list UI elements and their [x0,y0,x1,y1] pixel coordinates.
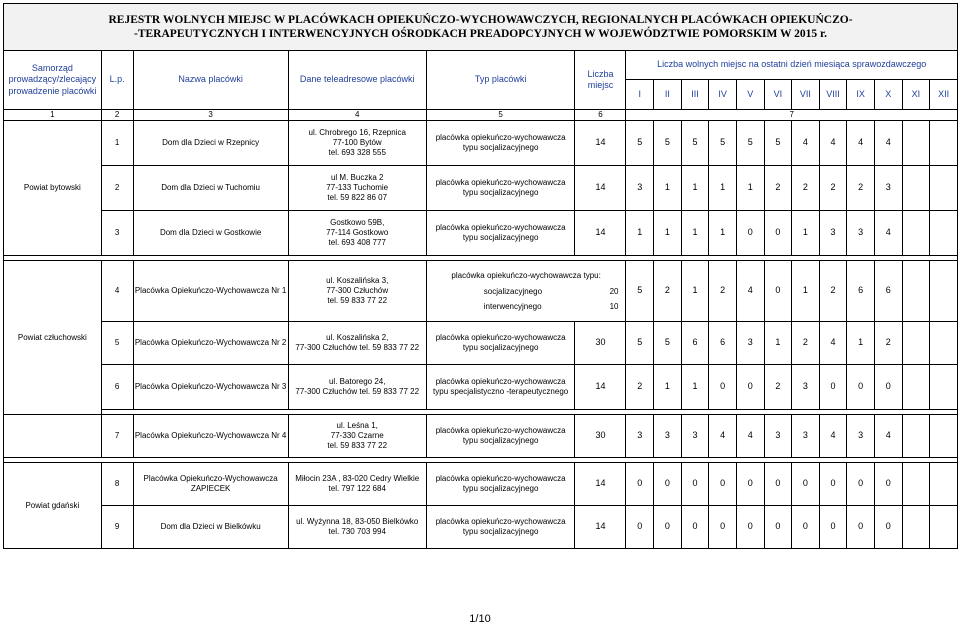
month-header: II [654,80,682,110]
col-number: 7 [626,110,958,121]
month-value: 0 [736,365,764,410]
address-line: ul. Batorego 24, [328,377,386,386]
name-cell: Dom dla Dzieci w Bielkówku [133,506,288,549]
group-empty [4,415,102,458]
month-value-empty [930,166,958,211]
month-value: 5 [626,261,654,322]
type-cell: placówka opiekuńczo-wychowawcza typu socjalizacyjnego [426,166,575,211]
type-cell: placówka opiekuńczo-wychowawcza typu socjalizacyjnego [426,506,575,549]
month-value: 1 [654,365,682,410]
month-value: 3 [874,166,902,211]
month-value: 6 [874,261,902,322]
month-value: 2 [874,322,902,365]
lp-cell: 3 [101,211,133,256]
month-value: 0 [764,463,792,506]
month-value: 0 [819,365,847,410]
month-value: 0 [736,463,764,506]
header-liczba: Liczba miejsc [575,51,626,110]
month-value: 4 [819,322,847,365]
month-value: 0 [626,506,654,549]
col-number: 3 [133,110,288,121]
month-value-empty [930,261,958,322]
type-cell: placówka opiekuńczo-wychowawcza typu socjalizacyjnego [426,121,575,166]
places-cell: 14 [575,463,626,506]
month-value: 2 [847,166,875,211]
month-value-empty [902,166,930,211]
address-line: Miłocin 23A , 83-020 Cedry Wielkie [295,474,420,483]
month-value: 6 [847,261,875,322]
address-line: tel. 693 408 777 [328,238,386,247]
name-cell: Placówka Opiekuńczo-Wychowawcza Nr 1 [133,261,288,322]
month-value-empty [930,463,958,506]
month-value: 5 [626,322,654,365]
month-value: 4 [709,415,737,458]
header-typ: Typ placówki [426,51,575,110]
col-number: 1 [4,110,102,121]
address-line: tel. 797 122 684 [328,484,386,493]
address-line: 77-300 Człuchów [326,286,389,295]
month-value: 1 [792,211,820,256]
address-line: tel. 59 833 77 22 [327,441,388,450]
name-cell: Dom dla Dzieci w Rzepnicy [133,121,288,166]
month-value: 1 [654,166,682,211]
register-table [3,3,958,549]
month-value: 0 [874,365,902,410]
month-value-empty [930,322,958,365]
lp-cell: 1 [101,121,133,166]
month-value: 3 [847,415,875,458]
address-cell [288,121,426,166]
month-header: VIII [819,80,847,110]
type-line [428,302,625,312]
month-value: 0 [874,463,902,506]
name-cell: Placówka Opiekuńczo-Wychowawcza Nr 3 [133,365,288,410]
type-multi-cell [426,261,626,322]
month-value-empty [930,365,958,410]
month-value: 6 [681,322,709,365]
type-a-label: socjalizacyjnego [483,286,543,296]
type-head: placówka opiekuńczo-wychowawcza typu: [451,270,601,280]
month-value-empty [930,211,958,256]
table-row [4,261,958,322]
month-header: I [626,80,654,110]
month-value: 3 [736,322,764,365]
month-value: 0 [709,506,737,549]
address-line: 77-133 Tuchomie [326,183,389,192]
month-value: 1 [709,166,737,211]
month-header: IX [847,80,875,110]
month-value: 1 [792,261,820,322]
month-value: 5 [654,322,682,365]
address-line: tel. 59 833 77 22 [327,296,388,305]
table-row [4,463,958,506]
month-value: 0 [709,365,737,410]
header-lp: L.p. [101,51,133,110]
month-value-empty [902,322,930,365]
group-gdanski: Powiat gdański [4,463,102,549]
address-line: Gostkowo 59B, [330,218,385,227]
type-line [428,287,625,297]
address-cell [288,261,426,322]
month-value-empty [930,506,958,549]
month-value: 0 [792,506,820,549]
group-bytowski: Powiat bytowski [4,121,102,256]
type-b-count: 10 [609,301,619,311]
address-cell [288,506,426,549]
address-cell [288,322,426,365]
month-header: V [736,80,764,110]
month-value-empty [902,261,930,322]
table-row [4,365,958,410]
lp-cell: 2 [101,166,133,211]
month-value: 4 [736,415,764,458]
header-dane: Dane teleadresowe placówki [288,51,426,110]
table-row [4,322,958,365]
table-row [4,211,958,256]
month-value: 5 [736,121,764,166]
address-line: 77-330 Czarne [330,431,384,440]
type-cell: placówka opiekuńczo-wychowawcza typu socjalizacyjnego [426,211,575,256]
places-cell: 14 [575,506,626,549]
table-row [4,166,958,211]
month-value: 3 [764,415,792,458]
month-value: 1 [681,365,709,410]
lp-cell: 7 [101,415,133,458]
lp-cell: 4 [101,261,133,322]
type-b-label: interwencyjnego [483,301,542,311]
month-header: X [874,80,902,110]
type-cell: placówka opiekuńczo-wychowawcza typu socjalizacyjnego [426,463,575,506]
table-row [4,506,958,549]
name-cell: Placówka Opiekuńczo-Wychowawcza ZAPIECEK [133,463,288,506]
name-cell: Placówka Opiekuńczo-Wychowawcza Nr 2 [133,322,288,365]
title-line-1: REJESTR WOLNYCH MIEJSC W PLACÓWKACH OPIEKUŃCZO-WYCHOWAWCZYCH, REGIONALNYCH PLACÓWKACH OPIEKUŃCZO- [108,13,853,26]
address-line: 77-300 Człuchów tel. 59 833 77 22 [295,387,420,396]
places-cell: 14 [575,166,626,211]
table-row [4,415,958,458]
address-line: 77-100 Bytów [332,138,382,147]
month-value-empty [902,415,930,458]
month-value: 0 [626,463,654,506]
month-value: 1 [764,322,792,365]
month-value: 4 [819,121,847,166]
month-value: 3 [681,415,709,458]
month-header: XI [902,80,930,110]
month-value: 3 [626,415,654,458]
month-value: 5 [764,121,792,166]
address-cell [288,166,426,211]
address-line: ul M. Buczka 2 [330,173,384,182]
month-value: 5 [626,121,654,166]
month-value: 0 [654,463,682,506]
month-value: 3 [847,211,875,256]
month-value: 4 [874,415,902,458]
month-value: 1 [681,166,709,211]
header-nazwa: Nazwa placówki [133,51,288,110]
places-cell: 30 [575,415,626,458]
month-value: 0 [681,506,709,549]
month-value-empty [930,121,958,166]
type-a-count: 20 [609,286,619,296]
month-value: 3 [654,415,682,458]
places-cell: 14 [575,121,626,166]
address-line: ul. Leśna 1, [336,421,378,430]
month-value: 0 [681,463,709,506]
month-value: 2 [654,261,682,322]
month-value: 2 [764,166,792,211]
page-number: 1/10 [469,613,491,625]
group-czluchowski: Powiat człuchowski [4,261,102,415]
address-line: ul. Wyżynna 18, 83-050 Bielkówko [296,517,419,526]
lp-cell: 9 [101,506,133,549]
address-line: ul. Koszalińska 2, [326,333,389,342]
month-value: 4 [819,415,847,458]
month-value: 3 [792,365,820,410]
title-line-2: -TERAPEUTYCZNYCH I INTERWENCYJNYCH OŚRODKACH PREADOPCYJNYCH W WOJEWÓDZTWIE POMORSKIM W 2015 r. [134,28,827,40]
month-value-empty [930,415,958,458]
header-samorzad: Samorząd prowadzący/zlecający prowadzenie placówki [4,51,102,110]
month-header: VII [792,80,820,110]
month-value: 0 [736,506,764,549]
month-value: 0 [709,463,737,506]
month-value: 0 [792,463,820,506]
col-number: 5 [426,110,575,121]
address-line: 77-300 Człuchów tel. 59 833 77 22 [295,343,420,352]
address-cell [288,365,426,410]
month-value: 2 [819,166,847,211]
month-value: 0 [819,506,847,549]
month-value: 0 [654,506,682,549]
month-value: 5 [681,121,709,166]
header-wolne: Liczba wolnych miejsc na ostatni dzień miesiąca sprawozdawczego [626,51,958,80]
month-value-empty [902,211,930,256]
month-value: 1 [681,261,709,322]
month-value: 1 [681,211,709,256]
lp-cell: 8 [101,463,133,506]
month-value: 0 [847,463,875,506]
address-line: 77-114 Gostkowo [326,228,389,237]
month-value: 1 [654,211,682,256]
month-value: 4 [847,121,875,166]
month-value: 5 [654,121,682,166]
month-value: 5 [709,121,737,166]
places-cell: 14 [575,211,626,256]
month-value: 2 [792,322,820,365]
month-value: 4 [874,211,902,256]
month-value: 4 [736,261,764,322]
month-value: 0 [819,463,847,506]
col-number: 6 [575,110,626,121]
column-number-row [4,110,958,121]
month-value-empty [902,365,930,410]
month-value: 2 [626,365,654,410]
places-cell: 30 [575,322,626,365]
header-row [4,51,958,80]
address-line: ul. Koszalińska 3, [326,276,389,285]
lp-cell: 5 [101,322,133,365]
name-cell: Placówka Opiekuńczo-Wychowawcza Nr 4 [133,415,288,458]
month-value: 1 [736,166,764,211]
month-value: 3 [819,211,847,256]
address-line: ul. Chrobrego 16, Rzepnica [308,128,406,137]
month-value: 0 [847,365,875,410]
month-value: 2 [819,261,847,322]
month-value: 0 [874,506,902,549]
address-line: tel. 730 703 994 [328,527,386,536]
lp-cell: 6 [101,365,133,410]
type-cell: placówka opiekuńczo-wychowawcza typu socjalizacyjnego [426,322,575,365]
month-value: 1 [709,211,737,256]
col-number: 2 [101,110,133,121]
month-value: 0 [847,506,875,549]
month-value-empty [902,463,930,506]
month-header: III [681,80,709,110]
type-cell: placówka opiekuńczo-wychowawcza typu socjalizacyjnego [426,415,575,458]
month-value-empty [902,506,930,549]
month-value: 2 [764,365,792,410]
address-cell [288,415,426,458]
month-header: VI [764,80,792,110]
address-line: tel. 693 328 555 [328,148,386,157]
month-value-empty [902,121,930,166]
col-number: 4 [288,110,426,121]
month-value: 3 [792,415,820,458]
month-value: 1 [626,211,654,256]
month-value: 6 [709,322,737,365]
month-value: 2 [792,166,820,211]
month-value: 0 [764,261,792,322]
month-header: IV [709,80,737,110]
places-cell: 14 [575,365,626,410]
month-value: 3 [626,166,654,211]
month-value: 4 [874,121,902,166]
address-cell [288,463,426,506]
name-cell: Dom dla Dzieci w Tuchomiu [133,166,288,211]
month-value: 2 [709,261,737,322]
type-cell: placówka opiekuńczo-wychowawcza typu specjalistyczno -terapeutycznego [426,365,575,410]
month-value: 4 [792,121,820,166]
month-value: 1 [847,322,875,365]
name-cell: Dom dla Dzieci w Gostkowie [133,211,288,256]
table-row [4,121,958,166]
title-row [4,4,958,51]
month-header: XII [930,80,958,110]
month-value: 0 [736,211,764,256]
address-cell [288,211,426,256]
month-value: 0 [764,211,792,256]
month-value: 0 [764,506,792,549]
address-line: tel. 59 822 86 07 [327,193,388,202]
